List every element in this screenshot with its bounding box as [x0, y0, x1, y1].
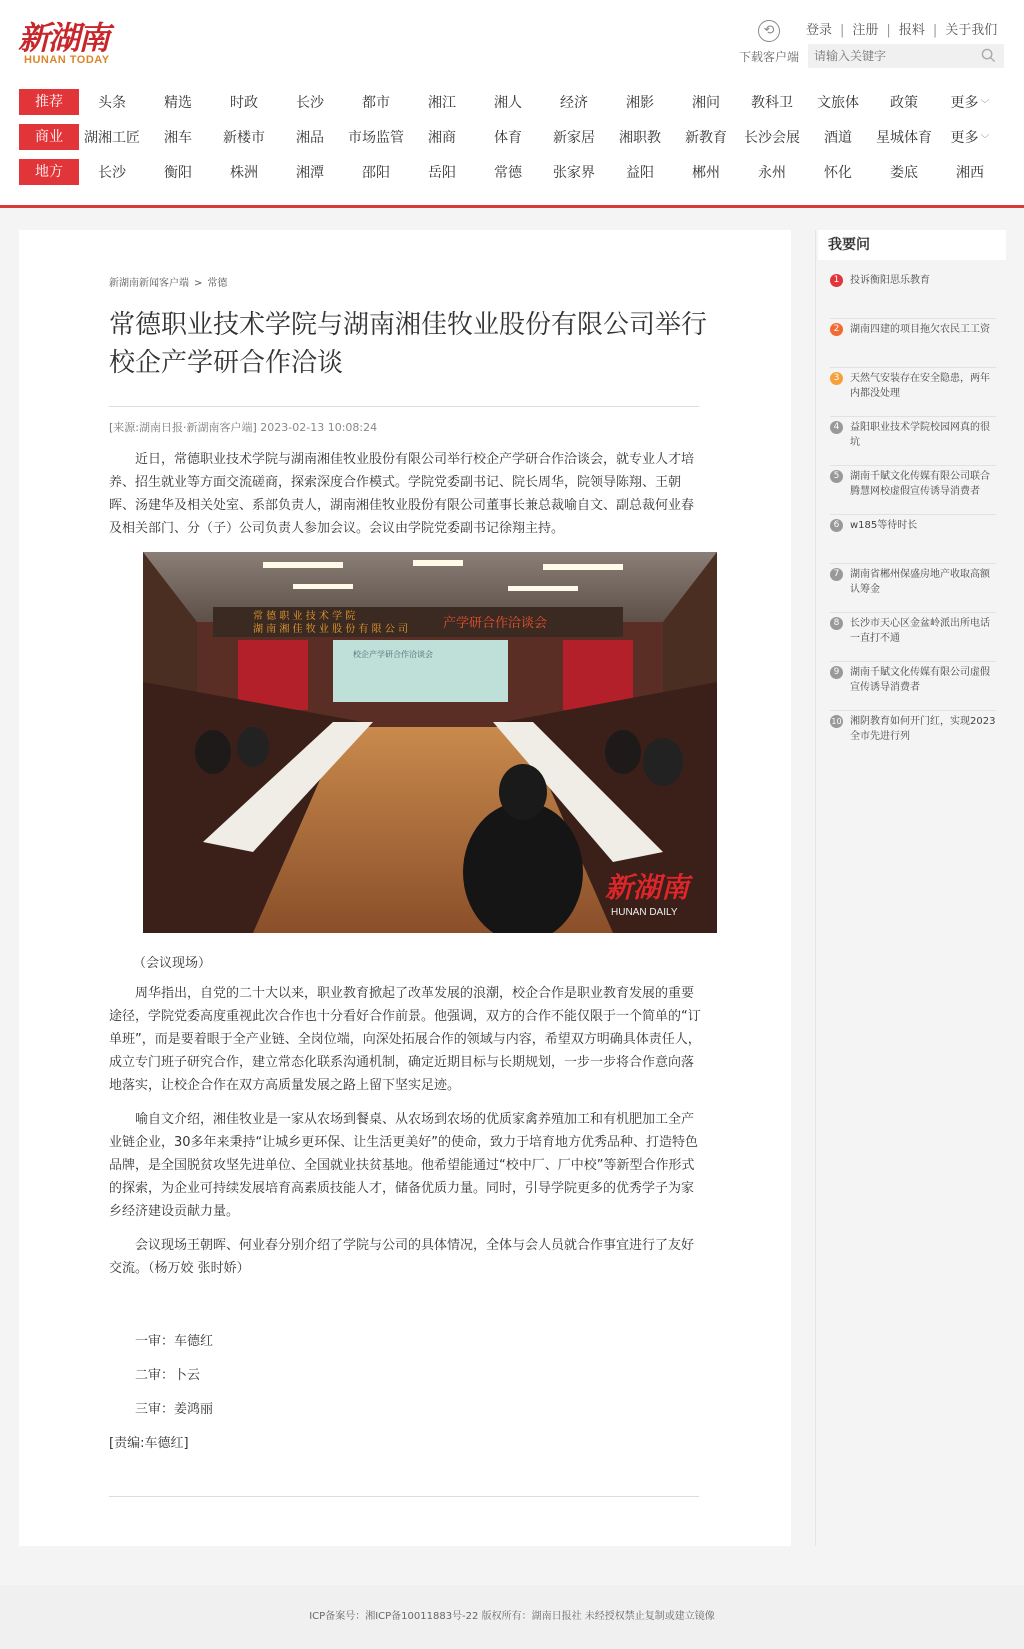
- sidebar-question-item[interactable]: [830, 613, 996, 662]
- rank-badge: 9: [830, 666, 843, 679]
- meeting-photo-illustration: [143, 552, 717, 933]
- nav-item[interactable]: 酒道: [824, 130, 852, 146]
- third-review: 三审：姜鸿丽: [135, 1402, 214, 1417]
- logo-text: 新湖南: [18, 19, 109, 57]
- nav-row-recommend: [19, 89, 1003, 115]
- sidebar-question-item[interactable]: [830, 417, 996, 466]
- nav-item[interactable]: 长沙: [296, 95, 324, 111]
- search-icon[interactable]: [981, 48, 996, 63]
- nav-more-button[interactable]: [937, 127, 1003, 147]
- logo-subtext: HUNAN TODAY: [24, 54, 110, 66]
- article-paragraph: 周华指出，自党的二十大以来，职业教育掀起了改革发展的浪潮，校企合作是职业教育发展的重要途径，学院党委高度重视此次合作也十分看好合作前景。他强调，双方的合作不能仅限于一个简单的“订单班”，而是要着眼于全产业链、全岗位端，向深处拓展合作的领域与内容，希望双方明确具体责任人，成立专门班子研究合作，建立常态化联系沟通机制，确定近期目标与长期规划，一步一步将合作意向落地落实，让校企合作在双方高质量发展之路上留下坚实足迹。: [109, 986, 701, 1093]
- nav-item[interactable]: 时政: [230, 95, 258, 111]
- nav-item[interactable]: 精选: [164, 95, 192, 111]
- question-text: 天然气安装存在安全隐患，两年内都没处理: [850, 373, 990, 399]
- sidebar-question-item[interactable]: [830, 515, 996, 564]
- divider: |: [840, 23, 845, 38]
- question-text: 湘阴教育如何开门红，实现2023全市先进行列: [850, 716, 996, 742]
- report-link[interactable]: 报料: [898, 23, 925, 38]
- nav-item[interactable]: 长沙会展: [744, 130, 800, 146]
- first-review: 一审：车德红: [135, 1334, 214, 1349]
- nav-item[interactable]: 邵阳: [362, 165, 390, 181]
- breadcrumb-section[interactable]: 常德: [207, 278, 228, 289]
- sidebar: [815, 230, 1005, 1546]
- nav-item[interactable]: 株洲: [230, 165, 258, 181]
- question-text: 湖南千賦文化传媒有限公司虚假宣传诱导消费者: [850, 667, 990, 693]
- nav-item[interactable]: 新教育: [685, 130, 727, 146]
- nav-item[interactable]: 湘人: [494, 95, 522, 111]
- download-icon: ⟲: [758, 20, 780, 42]
- rank-badge: 8: [830, 617, 843, 630]
- banner-text-line2: 湖 南 湘 佳 牧 业 股 份 有 限 公 司: [253, 624, 408, 635]
- sidebar-question-item[interactable]: [830, 466, 996, 515]
- nav-item[interactable]: 新家居: [553, 130, 595, 146]
- question-text: 湖南四建的项目拖欠农民工工资: [850, 324, 990, 335]
- sidebar-question-item[interactable]: [830, 564, 996, 613]
- divider: [109, 406, 699, 407]
- nav-item[interactable]: 长沙: [98, 165, 126, 181]
- nav-item[interactable]: 湘品: [296, 130, 324, 146]
- banner-text-right: 产学研合作洽谈会: [443, 616, 548, 631]
- nav-item[interactable]: 湘潭: [296, 165, 324, 181]
- nav-item[interactable]: 岳阳: [428, 165, 456, 181]
- about-link[interactable]: 关于我们: [945, 23, 998, 38]
- banner-text-line1: 常 德 职 业 技 术 学 院: [253, 611, 356, 622]
- site-header: [0, 0, 1024, 208]
- sidebar-question-item[interactable]: [830, 368, 996, 417]
- nav-item[interactable]: 湘商: [428, 130, 456, 146]
- photo-watermark-sub: HUNAN DAILY: [611, 907, 678, 918]
- second-review: 二审：卜云: [135, 1368, 201, 1383]
- nav-more-button[interactable]: [937, 92, 1003, 112]
- article-container: [19, 230, 791, 1546]
- nav-item[interactable]: 星城体育: [876, 130, 932, 146]
- nav-item[interactable]: 体育: [494, 130, 522, 146]
- question-text: 湖南省郴州保盛房地产收取高额认筹金: [850, 569, 990, 595]
- nav-item[interactable]: 郴州: [692, 165, 720, 181]
- divider: |: [932, 23, 938, 38]
- rank-badge: 7: [830, 568, 843, 581]
- nav-item[interactable]: 益阳: [626, 165, 654, 181]
- sidebar-question-item[interactable]: [830, 662, 996, 711]
- rank-badge: 6: [830, 519, 843, 532]
- nav-item[interactable]: 新楼市: [223, 130, 265, 146]
- breadcrumb-home[interactable]: 新湖南新闻客户端: [109, 278, 189, 289]
- photo-caption: （会议现场）: [133, 956, 212, 971]
- nav-tag-local[interactable]: 地方: [19, 159, 79, 185]
- nav-item[interactable]: 经济: [560, 95, 588, 111]
- question-text: 益阳职业技术学院校园网真的很坑: [850, 422, 990, 448]
- article-photo: [143, 552, 717, 933]
- nav-row-local: [19, 159, 1003, 185]
- nav-item[interactable]: 湘车: [164, 130, 192, 146]
- divider: [109, 1496, 699, 1497]
- question-text: 长沙市天心区金盆岭派出所电话一直打不通: [850, 618, 990, 644]
- question-text: 湖南千賦文化传媒有限公司联合腾慧网校虚假宣传诱导消费者: [850, 471, 990, 497]
- article-datetime: 2023-02-13 10:08:24: [260, 421, 378, 434]
- photo-watermark: 新湖南: [605, 871, 690, 904]
- nav-item[interactable]: 张家界: [553, 165, 595, 181]
- top-links: [806, 19, 997, 38]
- article-meta: [109, 419, 377, 435]
- rank-badge: 5: [830, 470, 843, 483]
- sidebar-title: 我要问: [818, 230, 1006, 260]
- download-label: 下载客户端: [738, 50, 799, 64]
- nav-item[interactable]: 湘职教: [619, 130, 661, 146]
- site-footer: ICP备案号：湘ICP备10011883号-22 版权所有：湖南日报社 未经授权禁止复制或建立镜像: [0, 1585, 1024, 1649]
- nav-item[interactable]: 头条: [98, 95, 126, 111]
- nav-item[interactable]: 常德: [494, 165, 522, 181]
- article-paragraph: 近日，常德职业技术学院与湖南湘佳牧业股份有限公司举行校企产学研合作洽谈会，就专业人才培养、招生就业等方面交流磋商，探索深度合作模式。学院党委副书记、院长周华，院领导陈翔、王朝晖、汤建华及相关处室、系部负责人，湖南湘佳牧业股份有限公司董事长兼总裁喻自文、副总裁何业春及相关部门、分（子）公司负责人参加会议。会议由学院党委副书记徐翔主持。: [109, 452, 695, 536]
- nav-item[interactable]: 市场监管: [348, 130, 404, 146]
- nav-item[interactable]: 湖湘工匠: [84, 130, 140, 146]
- rank-badge: 3: [830, 372, 843, 385]
- responsible-editor: [责编:车德红]: [109, 1436, 189, 1451]
- nav-item[interactable]: 娄底: [890, 165, 918, 181]
- nav-more-label: 更多: [950, 130, 979, 146]
- rank-badge: 2: [830, 323, 843, 336]
- sidebar-question-item[interactable]: [830, 711, 996, 760]
- breadcrumb: [109, 274, 227, 289]
- sidebar-question-item[interactable]: [830, 270, 996, 319]
- nav-item[interactable]: 都市: [362, 95, 390, 111]
- breadcrumb-separator: >: [194, 278, 203, 289]
- divider: |: [886, 23, 891, 38]
- nav-item[interactable]: 文旅体: [817, 95, 859, 111]
- site-logo[interactable]: [18, 18, 138, 74]
- screen-text: 校企产学研合作洽谈会: [353, 650, 433, 659]
- login-link[interactable]: 登录: [806, 23, 833, 38]
- rank-badge: 4: [830, 421, 843, 434]
- article-title: 常德职业技术学院与湖南湘佳牧业股份有限公司举行校企产学研合作洽谈: [109, 310, 708, 378]
- question-text: w185等待时长: [850, 520, 918, 531]
- article-paragraph: 会议现场王朝晖、何业春分别介绍了学院与公司的具体情况，全体与会人员就合作事宜进行了友好交流。（杨万姣 张时娇）: [109, 1238, 695, 1276]
- rank-badge: 1: [830, 274, 843, 287]
- nav-item[interactable]: 永州: [758, 165, 786, 181]
- article-paragraph: 喻自文介绍，湘佳牧业是一家从农场到餐桌、从农场到农场的优质家禽养殖加工和有机肥加工全产业链企业，30多年来秉持“让城乡更环保、让生活更美好”的使命，致力于培育地方优秀品种、打造特色品牌，是全国脱贫攻坚先进单位、全国就业扶贫基地。他希望能通过“校中厂、厂中校”等新型合作形式的探索，为企业可持续发展培育高素质技能人才，储备优质力量。同时，引导学院更多的优秀学子为家乡经济建设贡献力量。: [109, 1112, 699, 1219]
- sidebar-list: [830, 270, 996, 760]
- nav-item[interactable]: 政策: [890, 95, 918, 111]
- nav-item[interactable]: 衡阳: [164, 165, 192, 181]
- nav-more-label: 更多: [950, 95, 979, 111]
- nav-item[interactable]: 湘问: [692, 95, 720, 111]
- nav-item[interactable]: 教科卫: [751, 95, 793, 111]
- sidebar-question-item[interactable]: [830, 319, 996, 368]
- nav-item[interactable]: 湘影: [626, 95, 654, 111]
- chevron-down-icon: ﹀: [980, 135, 990, 145]
- rank-badge: 10: [831, 717, 842, 726]
- chevron-down-icon: ﹀: [980, 100, 990, 110]
- nav-item[interactable]: 湘西: [956, 165, 984, 181]
- article-source: [来源:湖南日报·新湖南客户端]: [109, 421, 257, 434]
- register-link[interactable]: 注册: [852, 23, 879, 38]
- download-app-link[interactable]: [736, 20, 802, 65]
- search-input[interactable]: [808, 44, 1004, 68]
- question-text: 投诉衡阳思乐教育: [850, 275, 930, 286]
- nav-row-business: [19, 124, 1003, 150]
- nav-item[interactable]: 怀化: [824, 165, 852, 181]
- nav-item[interactable]: 湘江: [428, 95, 456, 111]
- nav-tag-business[interactable]: 商业: [19, 124, 79, 150]
- nav-tag-recommend[interactable]: 推荐: [19, 89, 79, 115]
